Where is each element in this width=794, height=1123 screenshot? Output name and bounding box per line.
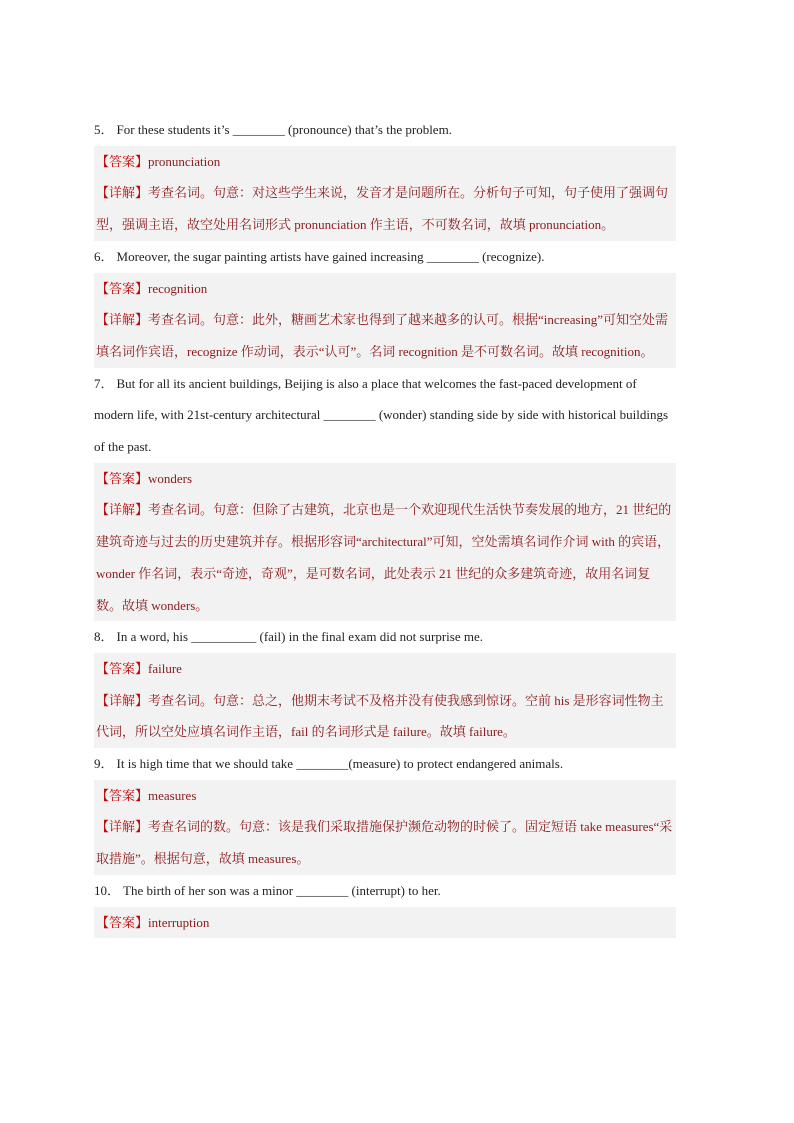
detail-line [96, 177, 676, 240]
detail-line [96, 304, 676, 367]
detail-label: 【详解】 [96, 692, 149, 708]
answer-label: 【答案】 [96, 280, 149, 296]
answer-block-9 [94, 780, 676, 875]
question-text: It is high time that we should take ________(measure) to protect endangered animals. [116, 756, 564, 772]
answer-text: pronunciation [148, 153, 221, 169]
answer-text: failure [148, 660, 182, 676]
detail-line [96, 494, 676, 621]
question-text: In a word, his __________ (fail) in the final exam did not surprise me. [116, 629, 483, 645]
detail-line [96, 811, 676, 874]
detail-text: 考查名词的数。句意：该是我们采取措施保护濒危动物的时候了。固定短语 take measures“采取措施”。根据句意，故填 measures。 [96, 819, 673, 867]
question-8 [94, 621, 676, 653]
detail-label: 【详解】 [96, 185, 149, 201]
question-5 [94, 114, 676, 146]
detail-text: 考查名词。句意：对这些学生来说，发音才是问题所在。分析句子可知，句子使用了强调句型，强调主语，故空处用名词形式 pronunciation 作主语，不可数名词，故填 pronunciation。 [96, 185, 669, 233]
answer-block-8 [94, 653, 676, 748]
answer-label: 【答案】 [96, 660, 149, 676]
question-number: 6． [94, 248, 114, 264]
answer-block-5 [94, 146, 676, 241]
answer-text: recognition [148, 280, 208, 296]
answer-line [96, 273, 676, 305]
detail-text: 考查名词。句意：总之，他期末考试不及格并没有使我感到惊讶。空前 his 是形容词性物主代词，所以空处应填名词作主语，fail 的名词形式是 failure。故填 failure。 [96, 692, 664, 740]
answer-text: measures [148, 787, 197, 803]
answer-label: 【答案】 [96, 787, 149, 803]
question-text: But for all its ancient buildings, Beijing is also a place that welcomes the fast-paced development of modern life, with 21st-century architectural ________ (wonder) standing side by side with historical buildings of the past. [94, 375, 669, 455]
detail-label: 【详解】 [96, 819, 149, 835]
answer-label: 【答案】 [96, 470, 149, 486]
detail-text: 考查名词。句意：此外，糖画艺术家也得到了越来越多的认可。根据“increasing”可知空处需填名词作宾语，recognize 作动词，表示“认可”。名词 recognition 是不可数名词。故填 recognition。 [96, 312, 668, 359]
answer-text: interruption [148, 914, 210, 930]
answer-line [96, 653, 676, 685]
detail-text: 考查名词。句意：但除了古建筑，北京也是一个欢迎现代生活快节奏发展的地方，21 世纪的建筑奇迹与过去的历史建筑并存。根据形容词“architectural”可知，空处需填名词作介词 with 的宾语，wonder 作名词，表示“奇迹，奇观”，是可数名词，此处表示 21 世纪的众多建筑奇迹，故用名词复数。故填 wonders。 [96, 502, 672, 613]
answer-label: 【答案】 [96, 153, 149, 169]
detail-label: 【详解】 [96, 312, 149, 328]
question-6 [94, 241, 676, 273]
question-10 [94, 875, 676, 907]
question-text: For these students it’s ________ (pronounce) that’s the problem. [116, 122, 452, 137]
answer-line [96, 780, 676, 812]
question-number: 5． [94, 122, 114, 137]
answer-line [96, 146, 676, 178]
answer-block-10 [94, 907, 676, 939]
question-number: 9． [94, 756, 114, 772]
answer-line [96, 463, 676, 495]
detail-line [96, 685, 676, 748]
detail-label: 【详解】 [96, 502, 149, 518]
answer-block-7 [94, 463, 676, 622]
question-text: The birth of her son was a minor ________ (interrupt) to her. [123, 882, 441, 898]
question-7 [94, 368, 676, 463]
question-text: Moreover, the sugar painting artists have gained increasing ________ (recognize). [116, 248, 545, 264]
question-9 [94, 748, 676, 780]
question-number: 10． [94, 882, 121, 898]
document-body [94, 114, 676, 938]
question-number: 7． [94, 375, 114, 391]
answer-line [96, 907, 676, 939]
answer-text: wonders [148, 470, 193, 486]
answer-label: 【答案】 [96, 914, 149, 930]
answer-block-6 [94, 273, 676, 368]
question-number: 8． [94, 629, 114, 645]
